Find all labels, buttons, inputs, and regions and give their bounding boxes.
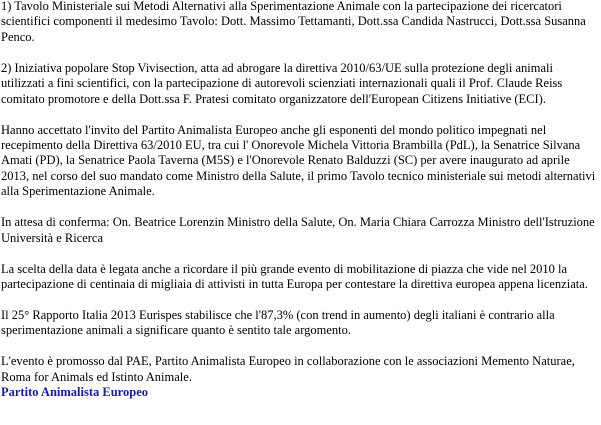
paragraph-eurispes-report: Il 25° Rapporto Italia 2013 Eurispes stabilisce che l'87,3% (con trend in aumento) degli italiani è contrario alla sperimentazione animali a significare quanto è sentito tale argomento.	[1, 308, 555, 338]
paragraph-awaiting-confirmation: In attesa di conferma: On. Beatrice Lorenzin Ministro della Salute, On. Maria Chiara Carrozza Ministro dell'Istruzione Università e Ricerca	[1, 215, 595, 245]
paragraph-date-choice: La scelta della data è legata anche a ricordare il più grande evento di mobilitazione di piazza che vide nel 2010 la partecipazione di centinaia di migliaia di attivisti in tutta Europa per contestare la direttiva europea appena licenziata.	[1, 261, 588, 292]
signature-party-name: Partito Animalista Europeo	[1, 385, 148, 400]
paragraph-event-promoters: L'evento è promosso dal PAE, Partito Animalista Europeo in collaborazione con le associazioni Memento Naturae, Roma for Animals ed Istinto Animale.	[1, 354, 575, 384]
document-body	[1, 0, 599, 401]
paragraph-tavolo-ministeriale: 1) Tavolo Ministeriale sui Metodi Alternativi alla Sperimentazione Animale con la partecipazione dei ricercatori scientifici componenti il medesimo Tavolo: Dott. Massimo Tettamanti, Dott.ssa Candida Nastrucci, Dott.ssa Susanna Penco.	[1, 0, 586, 44]
paragraph-stop-vivisection: 2) Iniziativa popolare Stop Vivisection, atta ad abrogare la direttiva 2010/63/UE sulla protezione degli animali utilizzati a fini scientifici, con la partecipazione di autorevoli scienziati internazionali quali il Prof. Claude Reiss comitato promotore e della Dott.ssa F. Pratesi comitato organizzatore dell'European Citizens Initiative (ECI).	[1, 60, 563, 106]
paragraph-political-participants: Hanno accettato l'invito del Partito Animalista Europeo anche gli esponenti del mondo politico impegnati nel recepimento della Direttiva 63/2010 EU, tra cui l' Onorevole Michela Vittoria Brambilla (PdL), la Senatrice Silvana Amati (PD), la Senatrice Paola Taverna (M5S) e l'Onorevole Renato Balduzzi (SC) per avere inaugurato ad aprile 2013, nel corso del suo mandato come Ministro della Salute, il primo Tavolo tecnico ministeriale sui metodi alternativi alla Sperimentazione Animale.	[1, 122, 596, 199]
